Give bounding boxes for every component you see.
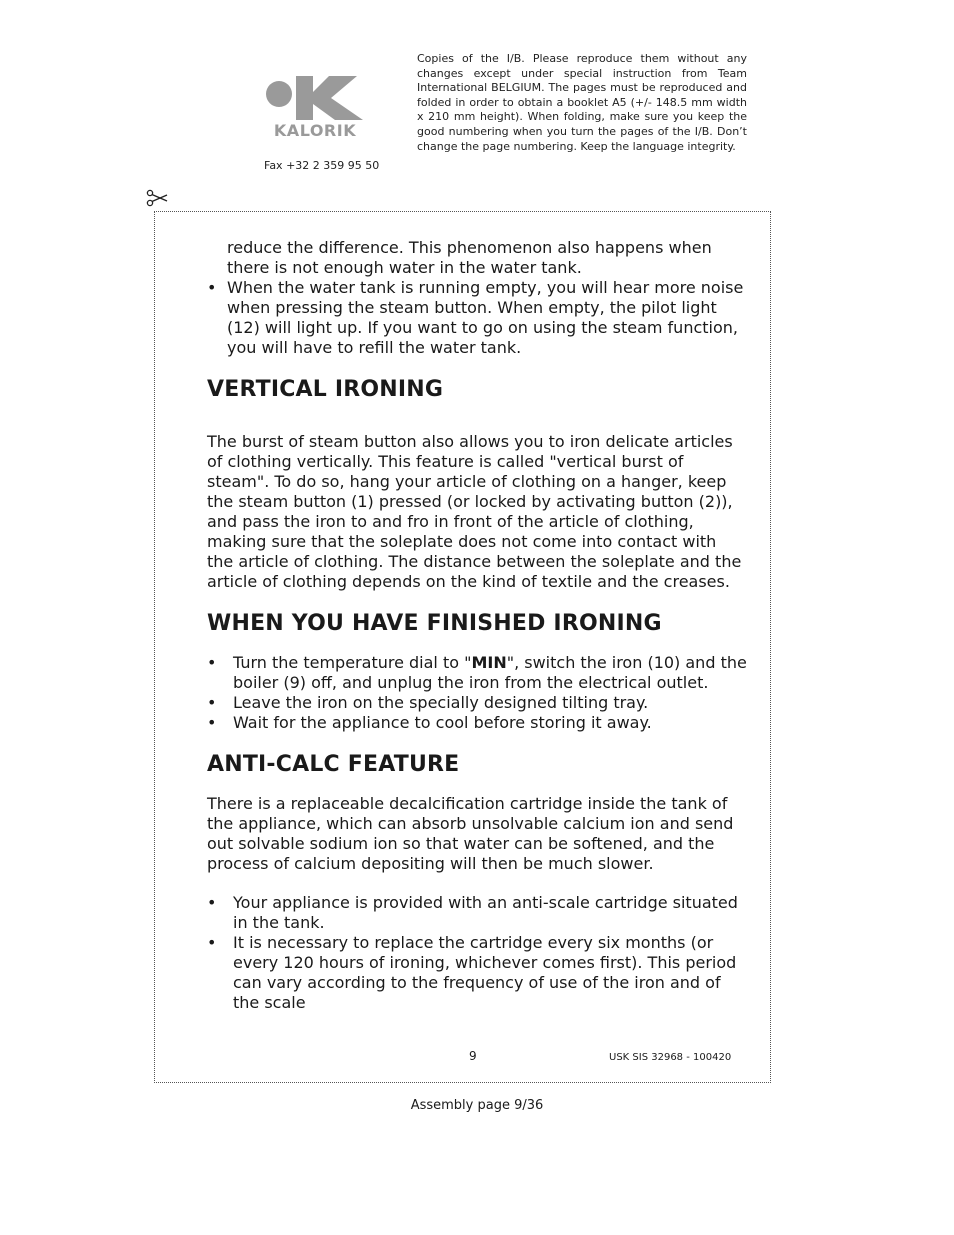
- bullet-icon: •: [207, 713, 217, 732]
- min-setting: MIN: [471, 653, 507, 672]
- anti-calc-paragraph: There is a replaceable decalcification cartridge inside the tank of the appliance, which can absorb unsolvable calcium ion and send out solvable sodium ion so that water can be softened, and the process of calcium depositing will then be much slower.: [207, 794, 734, 873]
- bullet-icon: •: [207, 278, 217, 297]
- svg-text:KALORIK: KALORIK: [273, 121, 357, 138]
- fax-number: Fax +32 2 359 95 50: [264, 159, 380, 172]
- bullet-icon: •: [207, 693, 217, 712]
- continuation-text: reduce the difference. This phenomenon also happens when there is not enough water in the water tank.: [227, 238, 712, 277]
- bullet-icon: •: [207, 893, 217, 912]
- finished-ironing-list: [207, 653, 747, 733]
- scissors-icon: [146, 189, 168, 207]
- anti-calc-list: [207, 893, 747, 1013]
- list-item: • Your appliance is provided with an anti-scale cartridge situated in the tank.: [207, 893, 738, 932]
- list-item: • Leave the iron on the specially designed tilting tray.: [207, 693, 649, 712]
- list-item: • It is necessary to replace the cartridge every six months (or every 120 hours of ironing, whichever comes first). This period can vary according to the frequency of use of the iron and of the scale: [207, 933, 737, 1012]
- heading-vertical-ironing: VERTICAL IRONING: [207, 377, 444, 402]
- list-item: • Wait for the appliance to cool before storing it away.: [207, 713, 652, 732]
- continuation-bullets: [207, 278, 747, 358]
- heading-anti-calc: ANTI-CALC FEATURE: [207, 752, 460, 777]
- vertical-ironing-paragraph: The burst of steam button also allows you to iron delicate articles of clothing vertically. This feature is called "vertical burst of steam". To do so, hang your article of clothing on a hanger, keep the steam button (1) pressed (or locked by activating button (2)), and pass the iron to and fro in front of the article of clothing, making sure that the soleplate does not come into contact with the article of clothing. The distance between the soleplate and the article of clothing depends on the kind of textile and the creases.: [207, 432, 742, 591]
- page-content: [207, 238, 747, 1013]
- kalorik-logo: [263, 72, 367, 138]
- bullet-icon: •: [207, 653, 217, 672]
- assembly-page: Assembly page 9/36: [410, 1098, 544, 1113]
- document-code: USK SIS 32968 - 100420: [609, 1052, 732, 1063]
- heading-finished-ironing: WHEN YOU HAVE FINISHED IRONING: [207, 611, 662, 636]
- list-item: • When the water tank is running empty, you will hear more noise when pressing the steam button. When empty, the pilot light (12) will light up. If you want to go on using the steam function, you will have to refill the water tank.: [207, 278, 744, 357]
- page-number: 9: [469, 1049, 477, 1063]
- bullet-icon: •: [207, 933, 217, 952]
- list-item: • Turn the temperature dial to "MIN", switch the iron (10) and the boiler (9) off, and unplug the iron from the electrical outlet.: [207, 653, 747, 692]
- instruction-note: Copies of the I/B. Please reproduce them without any changes except under special instruction from Team International BELGIUM. The pages must be reproduced and folded in order to obtain a booklet A5 (+/- 148.5 mm width x 210 mm height). When folding, make sure you keep the good numbering when you turn the pages of the I/B. Don’t change the page numbering. Keep the language integrity.: [417, 52, 747, 153]
